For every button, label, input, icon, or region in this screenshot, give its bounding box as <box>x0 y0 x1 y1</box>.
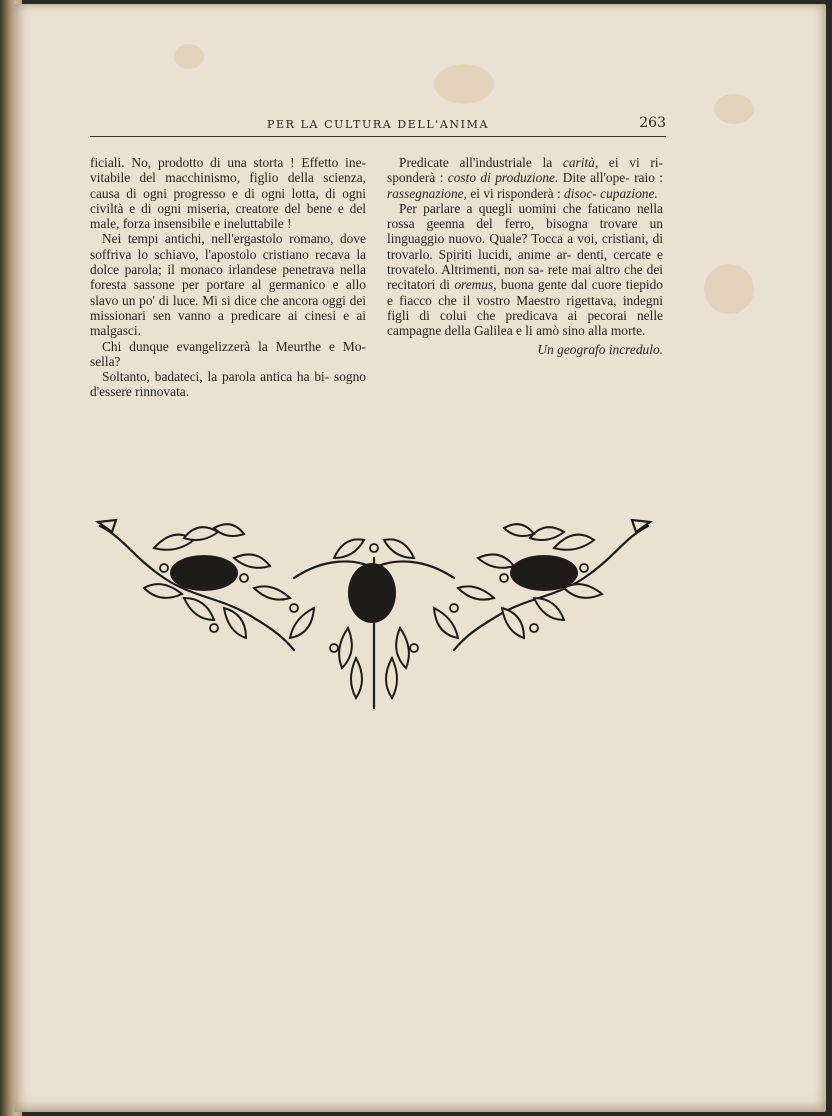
paragraph <box>387 155 663 201</box>
paper-stain <box>434 64 494 104</box>
page-number: 263 <box>639 115 666 131</box>
italic-span: carità, <box>562 155 599 170</box>
italic-span: costo di produzione. <box>447 170 559 186</box>
italic-span: rassegnazione, <box>387 185 467 201</box>
paper-stain <box>174 44 204 69</box>
paragraph <box>387 201 663 339</box>
text-span: buona gente dal cuore tiepido e fiacco che il vostro Maestro rigettava, indegni figli di colui che predicava ai pecorai nelle campagne della Galilea e li amò sino alla morte. <box>387 277 664 339</box>
italic-span: oremus, <box>454 277 497 293</box>
paragraph: Chi dunque evangelizzerà la Meurthe e Mo- sella? <box>90 338 366 369</box>
text-span: Predicate all'industriale la <box>399 155 563 170</box>
paper-stain <box>714 94 754 124</box>
paper-stain <box>704 264 754 314</box>
signature: Un geografo incredulo. <box>537 341 663 357</box>
italic-span: disoc- cupazione. <box>564 185 658 201</box>
left-column <box>90 155 366 400</box>
text-span: Dite all'ope- raio : <box>558 170 663 186</box>
text-span: ei vi ri- sponderà : <box>387 155 663 186</box>
paragraph: Soltanto, badateci, la parola antica ha bi- sogno d'essere rinnovata. <box>90 369 366 400</box>
running-head: PER LA CULTURA DELL'ANIMA <box>267 118 489 131</box>
paragraph: ficiali. No, prodotto di una storta ! Effetto ine- vitabile del macchinismo, figlio della scienza, causa di ogni progresso e di ogni lotta, di ogni civiltà e di ogni miseria, creatore del bene e del male, forza insensibile e ineluttabile ! <box>90 155 366 232</box>
page-header <box>90 114 666 137</box>
text-span: Per parlare a quegli uomini che faticano nella rossa geenna del ferro, bisogna trovare un linguaggio nuovo. Quale? Tocca a voi, cristiani, di trovarlo. Spiriti lucidi, anime ar- denti, cercate e trovatelo. Altrimenti, non sa- rete mai altro che dei recitatori di <box>387 200 663 293</box>
right-column <box>387 155 663 357</box>
text-span: ei vi risponderà : <box>466 185 565 201</box>
paragraph: Nei tempi antichi, nell'ergastolo romano, dove soffriva lo schiavo, l'apostolo cristiano recava la dolce parola; il monaco irlandese penetrava nella foresta sassone per portare al germanico e allo slavo un po' di luce. Mi si dice che ancora oggi dei missionari sen vanno a predicare ai cinesi e ai malgasci. <box>90 231 366 339</box>
laurel-ornament-icon <box>94 518 654 718</box>
